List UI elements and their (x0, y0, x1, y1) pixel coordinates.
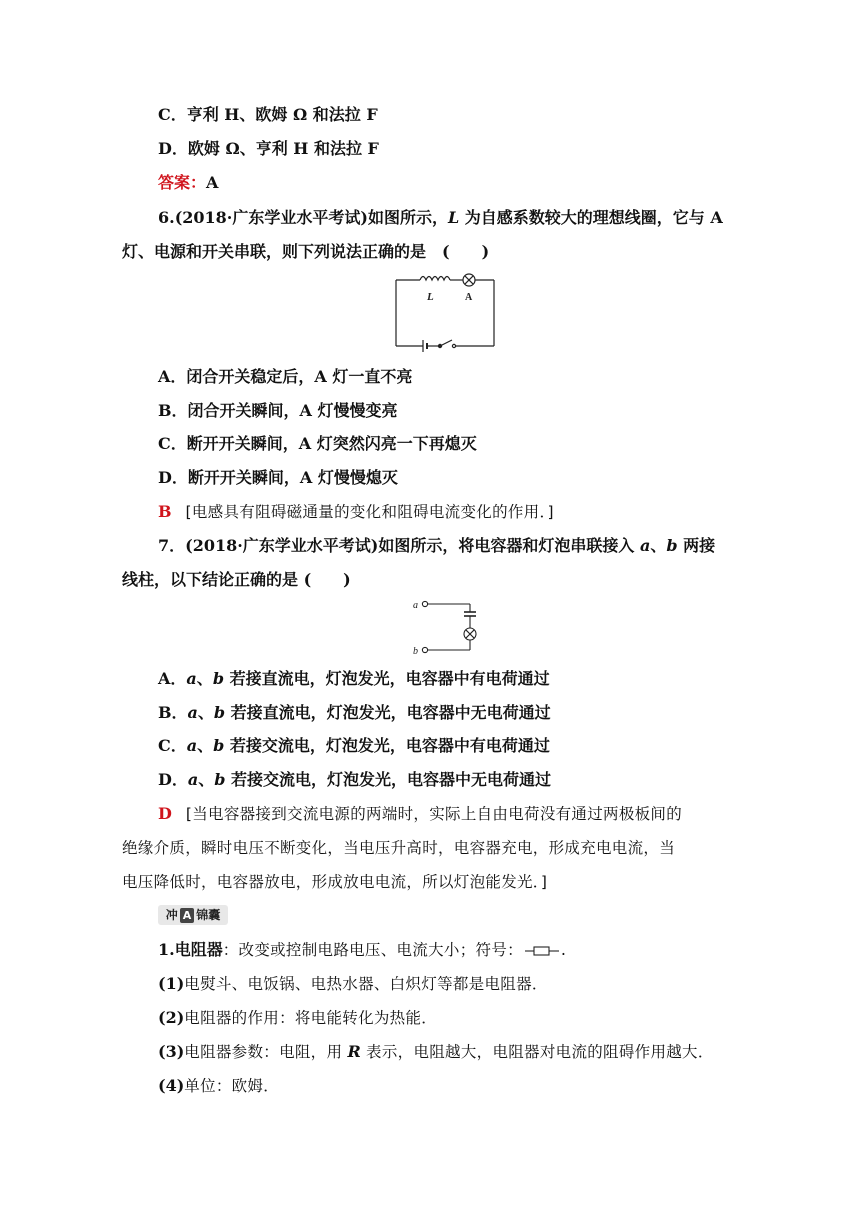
resistor-point-1 (158, 973, 548, 995)
q7-symbol-b: b (666, 536, 678, 555)
q6-answer (158, 501, 554, 523)
symbol-r: R (347, 1042, 361, 1061)
q7-fig-label-b: b (413, 646, 418, 656)
symbol-sep: 、 (196, 669, 213, 688)
q6-symbol-l: L (447, 208, 460, 227)
q7-circuit-diagram (408, 596, 488, 656)
resistor-heading-end: . (560, 940, 567, 959)
q6-option-d: D．断开开关瞬间，A 灯慢慢熄灭 (158, 468, 398, 487)
symbol-b: b (213, 703, 226, 722)
symbol-a: a (186, 669, 197, 688)
q7-source: 7．(2018·广东学业水平考试) (158, 536, 379, 555)
symbol-b: b (214, 770, 226, 789)
badge-letter: A (180, 908, 195, 923)
q7-option-a (158, 668, 550, 690)
point-text2: 表示，电阻越大，电阻器对电流的阻碍作用越大． (360, 1043, 714, 1061)
badge-text-post: 锦囊 (196, 908, 221, 922)
option-text: 若接交流电，灯泡发光，电容器中有电荷通过 (224, 736, 550, 755)
q7-option-b (158, 702, 551, 724)
q5-option-c: C．亨利 H、欧姆 Ω 和法拉 F (158, 105, 378, 124)
q7-stem-text2: 两接 (677, 536, 716, 555)
point-text: 单位：欧姆． (184, 1077, 280, 1095)
q7-explanation-line3: 电压降低时，电容器放电，形成放电电流，所以灯泡能发光．] (122, 873, 548, 891)
q6-answer-letter: B (158, 502, 172, 521)
option-text: 若接直流电，灯泡发光，电容器中有电荷通过 (224, 669, 550, 688)
terminal-a-icon (422, 601, 427, 606)
q6-source: 6.(2018·广东学业水平考试) (158, 208, 368, 227)
option-text: 若接交流电，灯泡发光，电容器中无电荷通过 (225, 770, 552, 789)
q6-option-a: A．闭合开关稳定后，A 灯一直不亮 (158, 367, 413, 386)
q7-stem-line1 (158, 535, 715, 557)
q7-fig-label-a: a (413, 600, 418, 611)
symbol-sep: 、 (197, 703, 214, 722)
symbol-a: a (187, 703, 198, 722)
symbol-a: a (187, 770, 199, 789)
q6-fig-label-l: L (427, 291, 434, 303)
symbol-sep: 、 (197, 736, 214, 755)
q7-stem-text: 如图所示，将电容器和灯泡串联接入 (378, 536, 640, 555)
option-prefix: C． (158, 736, 187, 755)
q7-option-d (158, 769, 551, 791)
option-prefix: B． (158, 703, 188, 722)
terminal-b-icon (422, 647, 427, 652)
point-num: (2) (158, 1008, 185, 1027)
q7-option-c (158, 735, 550, 757)
q6-explanation: [电感具有阻碍磁通量的变化和阻碍电流变化的作用．] (185, 503, 554, 521)
option-prefix: A． (158, 669, 187, 688)
point-num: (1) (158, 974, 185, 993)
q6-stem-line1 (158, 207, 723, 229)
option-prefix: D． (158, 770, 188, 789)
q7-answer (158, 803, 682, 825)
q6-stem-line2: 灯、电源和开关串联，则下列说法正确的是 ( ) (122, 242, 490, 261)
resistor-symbol-icon (524, 945, 560, 957)
q7-answer-letter: D (158, 804, 172, 823)
symbol-b: b (213, 736, 225, 755)
q6-stem-text2: 为自感系数较大的理想线圈，它与 A (459, 208, 723, 227)
badge-text-pre: 冲 (165, 908, 178, 922)
q6-fig-label-a: A (465, 292, 473, 303)
resistor-heading (158, 939, 566, 961)
q7-explanation-line1: [当电容器接到交流电源的两端时，实际上自由电荷没有通过两极板间的 (185, 805, 683, 823)
q6-option-b: B．闭合开关瞬间，A 灯慢慢变亮 (158, 401, 398, 420)
resistor-desc: ：改变或控制电路电压、电流大小；符号： (222, 941, 523, 959)
q5-option-d: D．欧姆 Ω、亨利 H 和法拉 F (158, 139, 379, 158)
point-text: 电阻器参数：电阻，用 (184, 1043, 348, 1061)
resistor-title: 1.电阻器 (158, 940, 223, 959)
q5-answer (158, 172, 218, 194)
q5-answer-value: A (206, 173, 219, 192)
section-badge (158, 905, 228, 925)
q7-stem-line2: 线柱，以下结论正确的是 ( ) (122, 570, 351, 589)
symbol-sep: 、 (198, 770, 215, 789)
option-text: 若接直流电，灯泡发光，电容器中无电荷通过 (225, 703, 551, 722)
point-text: 电熨斗、电饭锅、电热水器、白炽灯等都是电阻器． (184, 975, 548, 993)
point-num: (3) (158, 1042, 185, 1061)
point-num: (4) (158, 1076, 185, 1095)
point-text: 电阻器的作用：将电能转化为热能． (184, 1009, 438, 1027)
q6-option-c: C．断开开关瞬间，A 灯突然闪亮一下再熄灭 (158, 434, 477, 453)
q7-explanation-line2: 绝缘介质，瞬时电压不断变化，当电压升高时，电容器充电，形成充电电流，当 (122, 839, 676, 857)
inductor-coil-icon (420, 277, 450, 281)
resistor-point-2 (158, 1007, 437, 1029)
q6-stem-text: 如图所示， (367, 208, 448, 227)
q7-stem-sep: 、 (650, 536, 667, 555)
q5-answer-label: 答案： (158, 173, 207, 192)
symbol-a: a (186, 736, 198, 755)
symbol-b: b (212, 669, 224, 688)
q6-circuit-diagram (390, 268, 500, 356)
resistor-point-3 (158, 1041, 714, 1063)
q7-symbol-a: a (639, 536, 651, 555)
resistor-point-4 (158, 1075, 279, 1097)
